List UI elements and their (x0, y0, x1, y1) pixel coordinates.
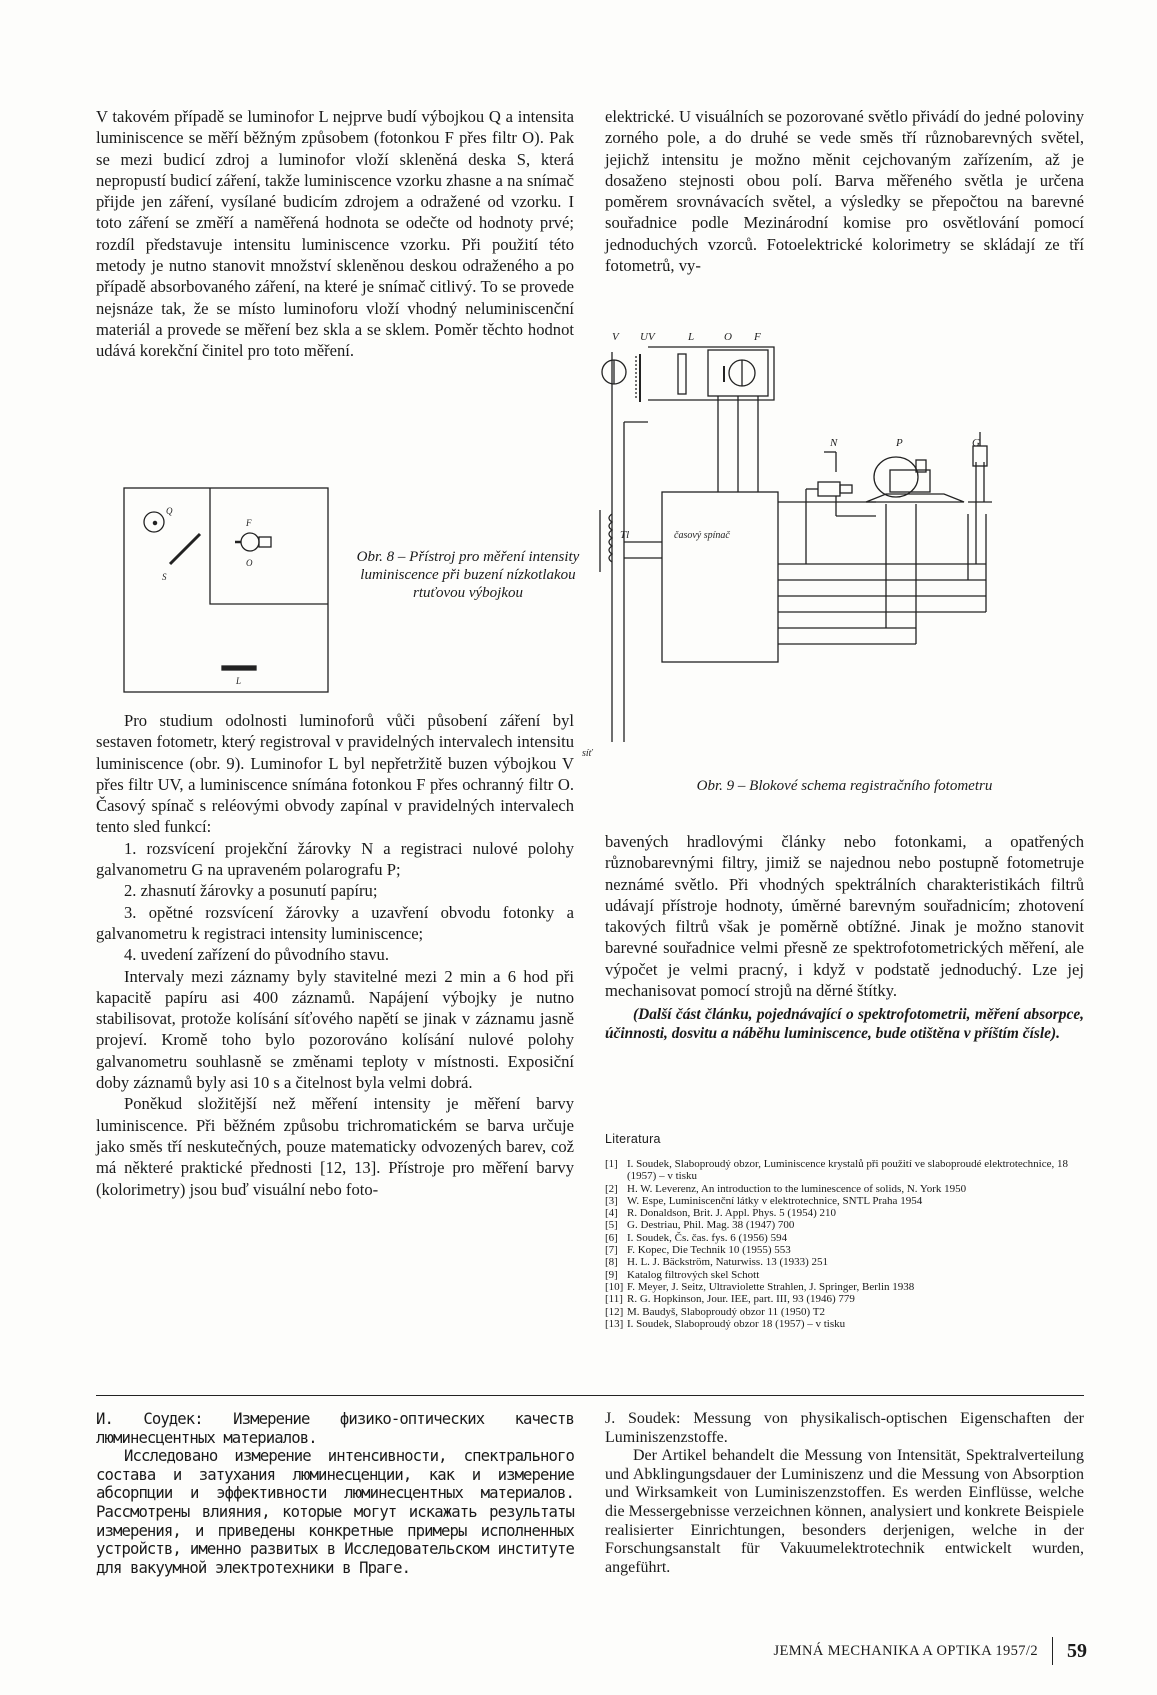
reference-item: [13] I. Soudek, Slaboproudý obzor 18 (1957) – v tisku (605, 1317, 846, 1330)
fig9-label-mains: síť (582, 748, 593, 759)
paragraph: elektrické. U visuálních se pozorované světlo přivádí do jedné poloviny zorného pole, a do druhé se vede směs tří různobarevných světel, jejichž intensitu je možno měnit cejchovaným zařízením, až je dosaženo stejnosti obou polí. Barva měřeného světla je určena poměrem srovnávacích světel, a výsledky se přepočtou na barevné souřadnice podle Mezinárodní komise pro osvětlování pomocí jednoduchých vzorců. Fotoelektrické kolorimetry se skládají ze tří fotometrů, vy- (605, 107, 1084, 276)
fig9-polarograph-drum (874, 457, 918, 497)
fig8-label-f: F (246, 518, 252, 528)
fig9-label-uv: UV (640, 331, 655, 343)
fig8-photocell-base (259, 537, 271, 547)
right-column-top (605, 106, 1084, 276)
fig9-label-n: N (830, 437, 838, 449)
reference-item: [3] W. Espe, Luminiscenční látky v elektrotechnice, SNTL Praha 1954 (605, 1194, 923, 1207)
page-footer (773, 1637, 1087, 1665)
fig8-glass-plate (170, 534, 200, 564)
fig9-lamp-n (818, 482, 840, 496)
fig8-label-s: S (162, 572, 167, 582)
reference-item: [1] I. Soudek, Slaboproudý obzor, Luminiscence krystalů při použití ve slaboproudé elektrotechnice, 18 (1957) – v tisku (605, 1158, 1068, 1183)
footer-separator (1052, 1637, 1053, 1665)
list-item: 2. zhasnutí žárovky a posunutí papíru; (124, 881, 378, 901)
reference-item: [4] R. Donaldson, Brit. J. Appl. Phys. 5 (1954) 210 (605, 1207, 837, 1220)
fig9-label-p: P (896, 437, 903, 449)
fig9-label-o: O (724, 331, 732, 343)
page-number: 59 (1067, 1639, 1087, 1662)
reference-item: [8] H. L. J. Bäckström, Naturwiss. 13 (1933) 251 (605, 1256, 829, 1269)
paragraph: bavených hradlovými články nebo fotonkami, a opatřených různobarevnými filtry, jimiž se najednou nebo postupně fotometruje neznámé světlo. Při vhodných spektrálních charakteristikách filtrů udávají přístroje hodnoty, úměrné barevným souřadnicím; zhotovení takových filtrů však je poměrně obtížné. Jinak je možno stanovit barevné souřadnice velmi přesně ze spektrofotometrických měření, ale výpočet je velmi pracný, i když v podstatě jednoduchý. Lze jej mechanisovat pomocí strojů na děrné štítky. (605, 832, 1084, 1001)
reference-item: [12] M. Baudyš, Slaboproudý obzor 11 (1950) T2 (605, 1305, 825, 1318)
paragraph: V takovém případě se luminofor L nejprve budí výbojkou Q a intensita luminiscence se měří běžným způsobem (fotonkou F přes filtr O). Pak se mezi budicí zdroj a luminofor vloží skleněná deska S, která nepropustí budicí záření, takže luminiscence vzorku zhasne a na snímač přijde jen záření, vysílané budicím zdrojem a odražené od vzorku. I toto záření se změří a naměřená hodnota se odečte od hodnoty prvé; rozdíl představuje intensitu luminiscence vzorku. Při použití této metody je nutno stanovit množství skleněnou deskou odraženého a po případě absorbovaného záření, na které je snímač citlivý. To se provede nejsnáze tak, že se místo luminoforu vloží vhodný neluminiscenční materiál a provede se měření bez skla a se sklem. Poměr těchto hodnot udává korekční činitel pro toto měření. (96, 107, 574, 361)
section-divider (96, 1395, 1084, 1396)
fig9-luminophor (678, 354, 686, 394)
figure-8-diagram (122, 486, 330, 694)
continuation-note: (Další část článku, pojednávající o spektrofotometrii, měření absorpce, účinnosti, dosvitu a náběhu luminiscence, bude otištěna v příštím čísle). (605, 1006, 1084, 1043)
fig9-photocell-box (708, 350, 768, 396)
fig9-label-l: L (688, 331, 695, 343)
fig8-label-l: L (236, 676, 242, 686)
reference-item: [2] H. W. Leverenz, An introduction to the luminescence of solids, N. York 1950 (605, 1182, 967, 1195)
fig9-label-tl: Tl (620, 529, 630, 541)
fig9-label-timer: časový spínač (674, 530, 730, 541)
paragraph: Intervaly mezi záznamy byly stavitelné mezi 2 min a 6 hod při kapacitě papíru asi 400 záznamů. Napájení výbojky je nutno stabilisovat, protože kolísání síťového napětí se jinak v záznamu jasně projeví. Kromě toho bylo pozorováno kolísání nulové polohy galvanometru souhlasně se změnami teploty v místnosti. Exposiční doby záznamů byly asi 10 s a čitelnost byla velmi dobrá. (96, 966, 574, 1093)
fig9-label-f: F (754, 331, 761, 343)
left-column-top (96, 106, 574, 362)
abstract-german (605, 1410, 1084, 1577)
journal-name: JEMNÁ MECHANIKA A OPTIKA 1957/2 (773, 1642, 1038, 1659)
abstract-body: Der Artikel behandelt die Messung von Intensität, Spektralverteilung und Abklingungsdauer der Luminiszenz und die Messung von Absorption und Wirksamkeit von Luminiszenzstoffen. Es werden Einflüsse, welche die Messergebnisse verzeichnen können, analysiert und konkrete Beispiele realisierter Einrichtungen, besonders derjenigen, welche in der Forschungsanstalt für Vakuumelektrotechnik entwickelt wurden, angeführt. (605, 1447, 1084, 1576)
fig8-label-o: O (246, 558, 253, 568)
literature-heading: Literatura (605, 1132, 661, 1146)
abstract-russian (96, 1410, 574, 1577)
right-column-main (605, 831, 1084, 1043)
abstract-body: Исследовано измерение интенсивности, спектрального состава и затухания люминесценции, как и измерение абсорпции и эффективности люминесцентных материалов. Рассмотрены влияния, которые могут искажать результаты измерения, и приведены конкретные примеры исполненных устройств, именно развитых в Исследовательском институте для вакуумной электротехники в Праге. (96, 1447, 574, 1577)
fig9-label-g: G (972, 437, 980, 449)
reference-item: [11] R. G. Hopkinson, Jour. IEE, part. III, 93 (1946) 779 (605, 1293, 855, 1306)
abstract-title: J. Soudek: Messung von physikalisch-optischen Eigenschaften der Luminiszenzstoffe. (605, 1410, 1084, 1446)
left-column-main (96, 710, 574, 1200)
list-item: 3. opětné rozsvícení žárovky a uzavření obvodu fotonky a galvanometru k registraci intensity luminiscence; (96, 902, 574, 943)
reference-list (605, 1158, 1085, 1330)
fig9-timer-box (662, 492, 778, 662)
fig9-label-v: V (612, 331, 619, 343)
paragraph: Pro studium odolnosti luminoforů vůči působení záření byl sestaven fotometr, který registroval v pravidelných intervalech intensitu luminiscence (obr. 9). Luminofor L byl nepřetržitě buzen výbojkou V přes filtr UV, a luminiscence snímána fotonkou F přes ochranný filtr O. Časový spínač s reléovými obvody zapínal v pravidelných intervalech tento sled funkcí: (96, 711, 574, 837)
reference-item: [5] G. Destriau, Phil. Mag. 38 (1947) 700 (605, 1219, 795, 1232)
reference-item: [6] I. Soudek, Čs. čas. fys. 6 (1956) 594 (605, 1231, 788, 1244)
list-item: 1. rozsvícení projekční žárovky N a registraci nulové polohy galvanometru G na upraveném polarografu P; (96, 838, 574, 880)
fig9-polarograph-base (866, 494, 964, 502)
paragraph: Poněkud složitější než měření intensity je měření barvy luminiscence. Při běžném způsobu trichromatickém se barva určuje jako směs tří neskutečných, pouze matematicky odvozených barev, což má některé praktické přednosti [12, 13]. Přístroje pro měření barvy (kolorimetry) jsou buď visuální nebo foto- (96, 1094, 574, 1199)
fig8-photocell (241, 533, 259, 551)
fig8-sample (222, 666, 256, 670)
fig8-enclosure (124, 488, 328, 692)
list-item: 4. uvedení zařízení do původního stavu. (124, 945, 389, 965)
fig9-transformer (609, 514, 612, 562)
fig8-compartment (210, 488, 328, 604)
reference-item: [9] Katalog filtrových skel Schott (605, 1268, 760, 1281)
abstract-title: И. Соудек: Измерение физико-оптических качеств люминесцентных материалов. (96, 1410, 574, 1447)
figure-9-diagram (582, 331, 1096, 762)
reference-item: [7] F. Kopec, Die Technik 10 (1955) 553 (605, 1244, 791, 1257)
figure-8-caption: Obr. 8 – Přístroj pro měření intensity luminiscence při buzení nízkotlakou rtuťovou výbojkou (356, 549, 580, 601)
fig9-galvanometer (973, 446, 987, 466)
figure-9-caption: Obr. 9 – Blokové schema registračního fotometru (696, 778, 993, 794)
fig8-label-q: Q (166, 506, 173, 516)
reference-item: [10] F. Meyer, J. Seitz, Ultraviolette Strahlen, J. Springer, Berlin 1938 (605, 1280, 915, 1293)
